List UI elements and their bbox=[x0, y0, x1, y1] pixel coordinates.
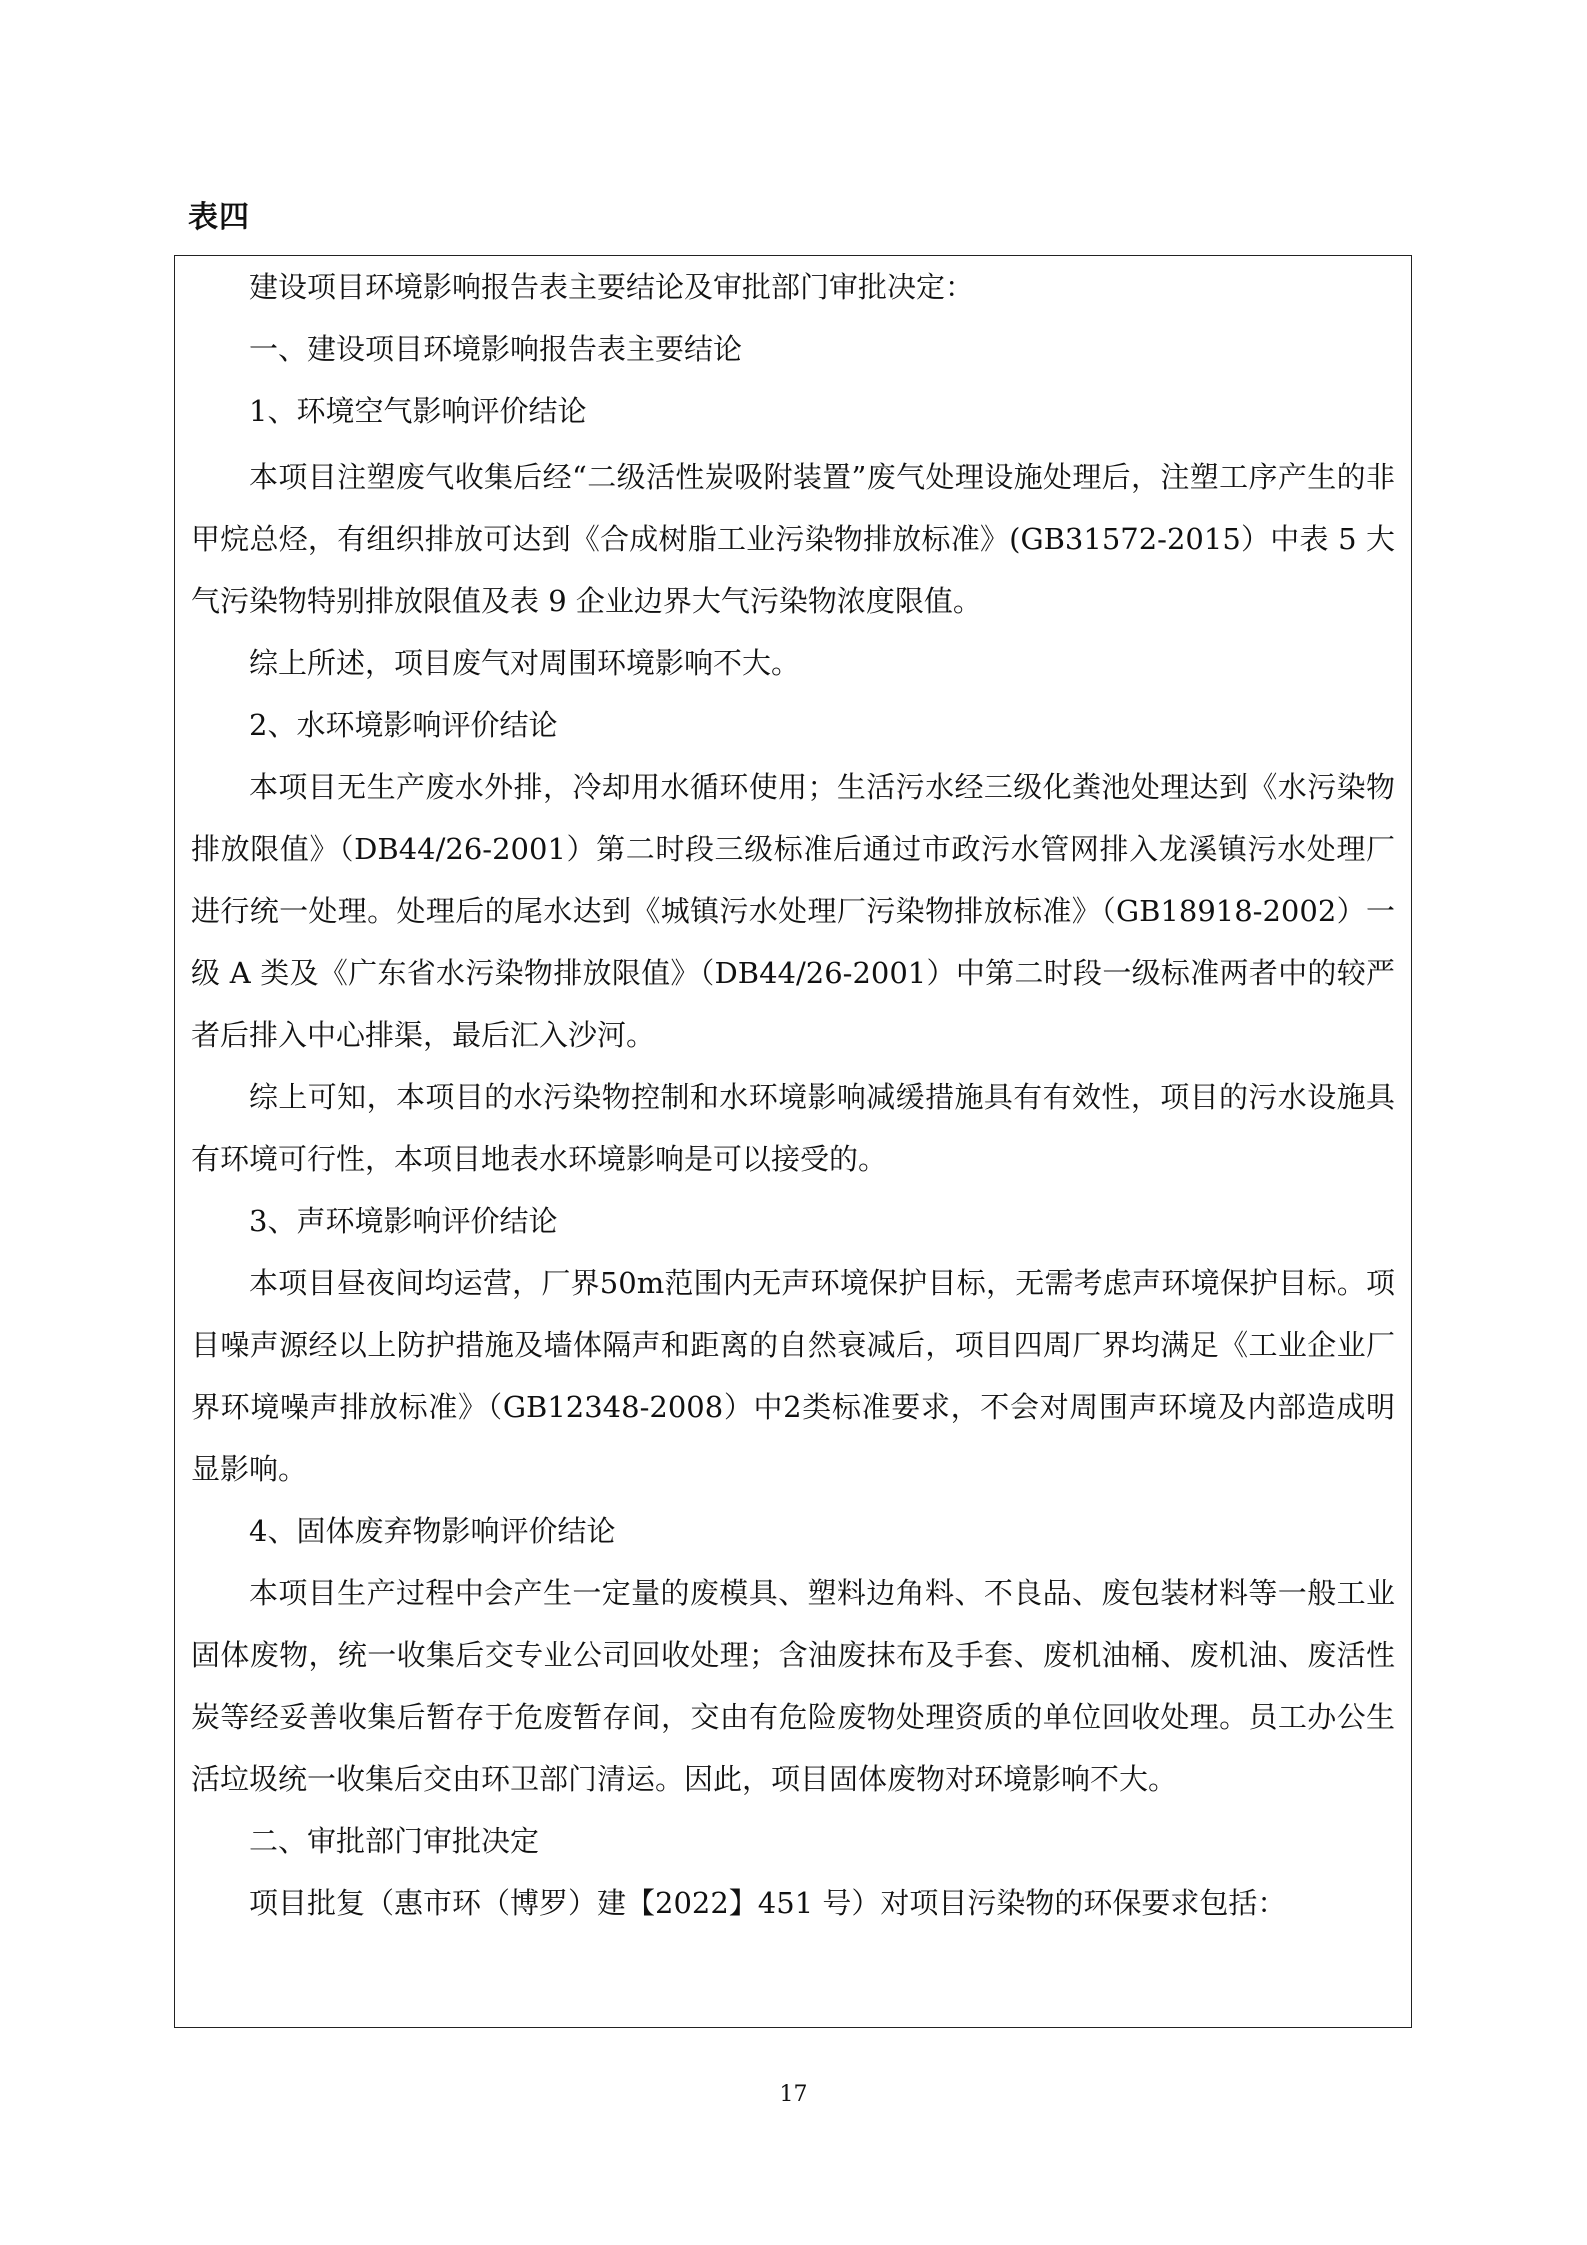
air-summary: 综上所述，项目废气对周围环境影响不大。 bbox=[249, 646, 801, 680]
approval-paragraph: 项目批复（惠市环（博罗）建【2022】451 号）对项目污染物的环保要求包括： bbox=[249, 1886, 1287, 1920]
section-2-heading: 二、审批部门审批决定 bbox=[249, 1824, 540, 1858]
air-heading: 1、环境空气影响评价结论 bbox=[249, 394, 587, 428]
section-1-heading: 一、建设项目环境影响报告表主要结论 bbox=[249, 332, 743, 366]
noise-heading: 3、声环境影响评价结论 bbox=[249, 1204, 558, 1238]
water-heading: 2、水环境影响评价结论 bbox=[249, 708, 558, 742]
table-title: 表四 bbox=[188, 200, 250, 235]
content-box bbox=[174, 255, 1412, 2028]
solid-waste-heading: 4、固体废弃物影响评价结论 bbox=[249, 1514, 616, 1548]
water-summary: 综上可知，本项目的水污染物控制和水环境影响减缓措施具有有效性，项目的污水设施具有环境可行性，本项目地表水环境影响是可以接受的。 bbox=[191, 1080, 1395, 1176]
air-paragraph: 本项目注塑废气收集后经“二级活性炭吸附装置”废气处理设施处理后，注塑工序产生的非甲烷总烃，有组织排放可达到《合成树脂工业污染物排放标准》(GB31572-2015）中表 5 大气污染物特别排放限值及表 9 企业边界大气污染物浓度限值。 bbox=[191, 460, 1395, 618]
water-paragraph: 本项目无生产废水外排，冷却用水循环使用；生活污水经三级化粪池处理达到《水污染物排放限值》（DB44/26-2001）第二时段三级标准后通过市政污水管网排入龙溪镇污水处理厂进行统一处理。处理后的尾水达到《城镇污水处理厂污染物排放标准》（GB18918-2002）一级 A 类及《广东省水污染物排放限值》（DB44/26-2001）中第二时段一级标准两者中的较严者后排入中心排渠，最后汇入沙河。 bbox=[191, 770, 1395, 1052]
page-number: 17 bbox=[779, 2082, 808, 2107]
noise-paragraph: 本项目昼夜间均运营，厂界50m范围内无声环境保护目标，无需考虑声环境保护目标。项目噪声源经以上防护措施及墙体隔声和距离的自然衰减后，项目四周厂界均满足《工业企业厂界环境噪声排放标准》（GB12348-2008）中2类标准要求，不会对周围声环境及内部造成明显影响。 bbox=[191, 1266, 1395, 1486]
conclusion-heading: 建设项目环境影响报告表主要结论及审批部门审批决定： bbox=[249, 270, 975, 304]
solid-waste-paragraph: 本项目生产过程中会产生一定量的废模具、塑料边角料、不良品、废包装材料等一般工业固体废物，统一收集后交专业公司回收处理；含油废抹布及手套、废机油桶、废机油、废活性炭等经妥善收集后暂存于危废暂存间，交由有危险废物处理资质的单位回收处理。员工办公生活垃圾统一收集后交由环卫部门清运。因此，项目固体废物对环境影响不大。 bbox=[191, 1576, 1395, 1796]
